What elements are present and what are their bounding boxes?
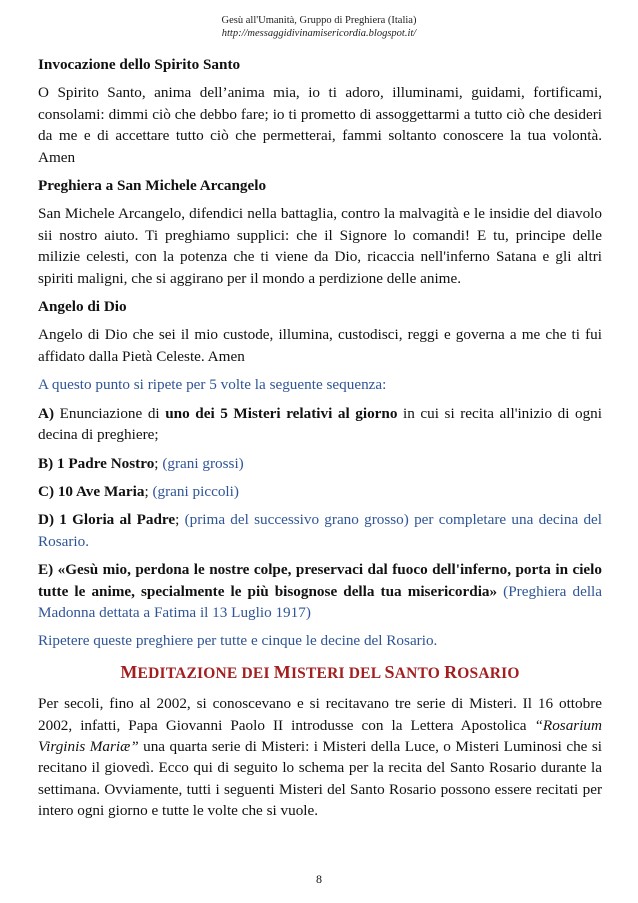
- sequence-item-e: [38, 559, 602, 623]
- sequence-item-d: [38, 509, 602, 552]
- title-cap-2: M: [273, 661, 291, 682]
- title-rest-1: EDITAZIONE DEI: [137, 664, 274, 682]
- item-a-label: A): [38, 404, 55, 422]
- title-rest-3: ANTO: [394, 664, 445, 682]
- item-e-bold: E) «Gesù mio, perdona le nostre colpe, preservaci dal fuoco dell'inferno, porta in cielo tutte le anime, specialmente le più bisognose della tua misericordia»: [38, 561, 602, 600]
- item-d-bold: D) 1 Gloria al Padre: [38, 511, 176, 529]
- item-d-sep: ;: [175, 511, 185, 529]
- sequence-item-a: [38, 403, 602, 446]
- item-e-note: (Preghiera della Madonna dettata a Fatima il 13 Luglio 1917): [38, 582, 602, 621]
- header-title: Gesù all'Umanità, Gruppo di Preghiera (Italia): [221, 15, 417, 26]
- section-title-san-michele: Preghiera a San Michele Arcangelo: [38, 177, 267, 195]
- item-c-note: (grani piccoli): [152, 482, 239, 500]
- sequence-item-c: [38, 481, 602, 502]
- prayer-angelo-di-dio: Angelo di Dio che sei il mio custode, illumina, custodisci, reggi e governa a me che ti fui affidato dalla Pietà Celeste. Amen: [38, 326, 602, 365]
- item-a-bold: uno dei 5 Misteri relativi al giorno: [165, 404, 398, 422]
- repeat-instruction: Ripetere queste preghiere per tutte e cinque le decine del Rosario.: [38, 632, 438, 650]
- title-rest-4: OSARIO: [457, 664, 520, 682]
- page-content: [38, 54, 602, 829]
- sequence-intro: A questo punto si ripete per 5 volte la seguente sequenza:: [38, 376, 387, 394]
- item-a-post: in cui si recita all'inizio di ogni decina di preghiere;: [38, 404, 602, 444]
- section-title-spirito-santo: Invocazione dello Spirito Santo: [38, 56, 241, 73]
- item-b-note: (grani grossi): [162, 454, 244, 472]
- item-c-sep: ;: [144, 482, 153, 500]
- item-b-sep: ;: [154, 454, 163, 472]
- sequence-item-b: [38, 453, 602, 474]
- item-a-pre: Enunciazione di: [54, 404, 166, 422]
- title-cap-3: S: [384, 661, 395, 682]
- meditation-letter-title: “Rosarium Virginis Mariæ”: [38, 716, 602, 755]
- page-header: [0, 14, 638, 40]
- page-number: 8: [316, 872, 322, 886]
- title-cap-4: R: [444, 661, 458, 682]
- meditation-text-post: una quarta serie di Misteri: i Misteri della Luce, o Misteri Luminosi che si recitano il giovedì. Ecco qui di seguito lo schema per la recita del Santo Rosario durante la settimana. Ovviamente, tutti i seguenti Misteri del Santo Rosario possono essere recitati per intero ogni giorno e tutte le volte che si vuole.: [38, 737, 602, 820]
- meditation-text-pre: Per secoli, fino al 2002, si conoscevano e si recitavano tre serie di Misteri. Il 16 ottobre 2002, infatti, Papa Giovanni Paolo II introdusse con la Lettera Apostolica: [38, 695, 602, 734]
- prayer-spirito-santo: O Spirito Santo, anima dell’anima mia, io ti adoro, illuminami, guidami, fortificami, consolami: dimmi ciò che debbo fare; io ti prometto di assoggettarmi a tutto ciò che desideri da me e di accettare tutto ciò che permetterai, fammi soltanto conoscere la tua volontà. Amen: [38, 84, 602, 166]
- section-title-angelo-di-dio: Angelo di Dio: [38, 298, 127, 316]
- meditation-text: [38, 693, 602, 821]
- item-d-note: (prima del successivo grano grosso) per completare una decina del Rosario.: [38, 511, 602, 550]
- header-url[interactable]: http://messaggidivinamisericordia.blogspot.it/: [221, 28, 417, 39]
- meditation-title: [38, 662, 602, 684]
- title-rest-2: ISTERI DEL: [290, 664, 385, 682]
- item-c-bold: C) 10 Ave Maria: [38, 482, 145, 500]
- title-cap-1: M: [120, 661, 138, 682]
- item-b-bold: B) 1 Padre Nostro: [38, 454, 155, 472]
- prayer-san-michele: San Michele Arcangelo, difendici nella battaglia, contro la malvagità e le insidie del diavolo sii nostro aiuto. Ti preghiamo supplici: che il Signore lo comandi! E tu, principe delle milizie celesti, con la potenza che ti viene da Dio, ricaccia nell'inferno Satana e gli altri spiriti maligni, che si aggirano per il mondo a perdizione delle anime.: [38, 205, 602, 287]
